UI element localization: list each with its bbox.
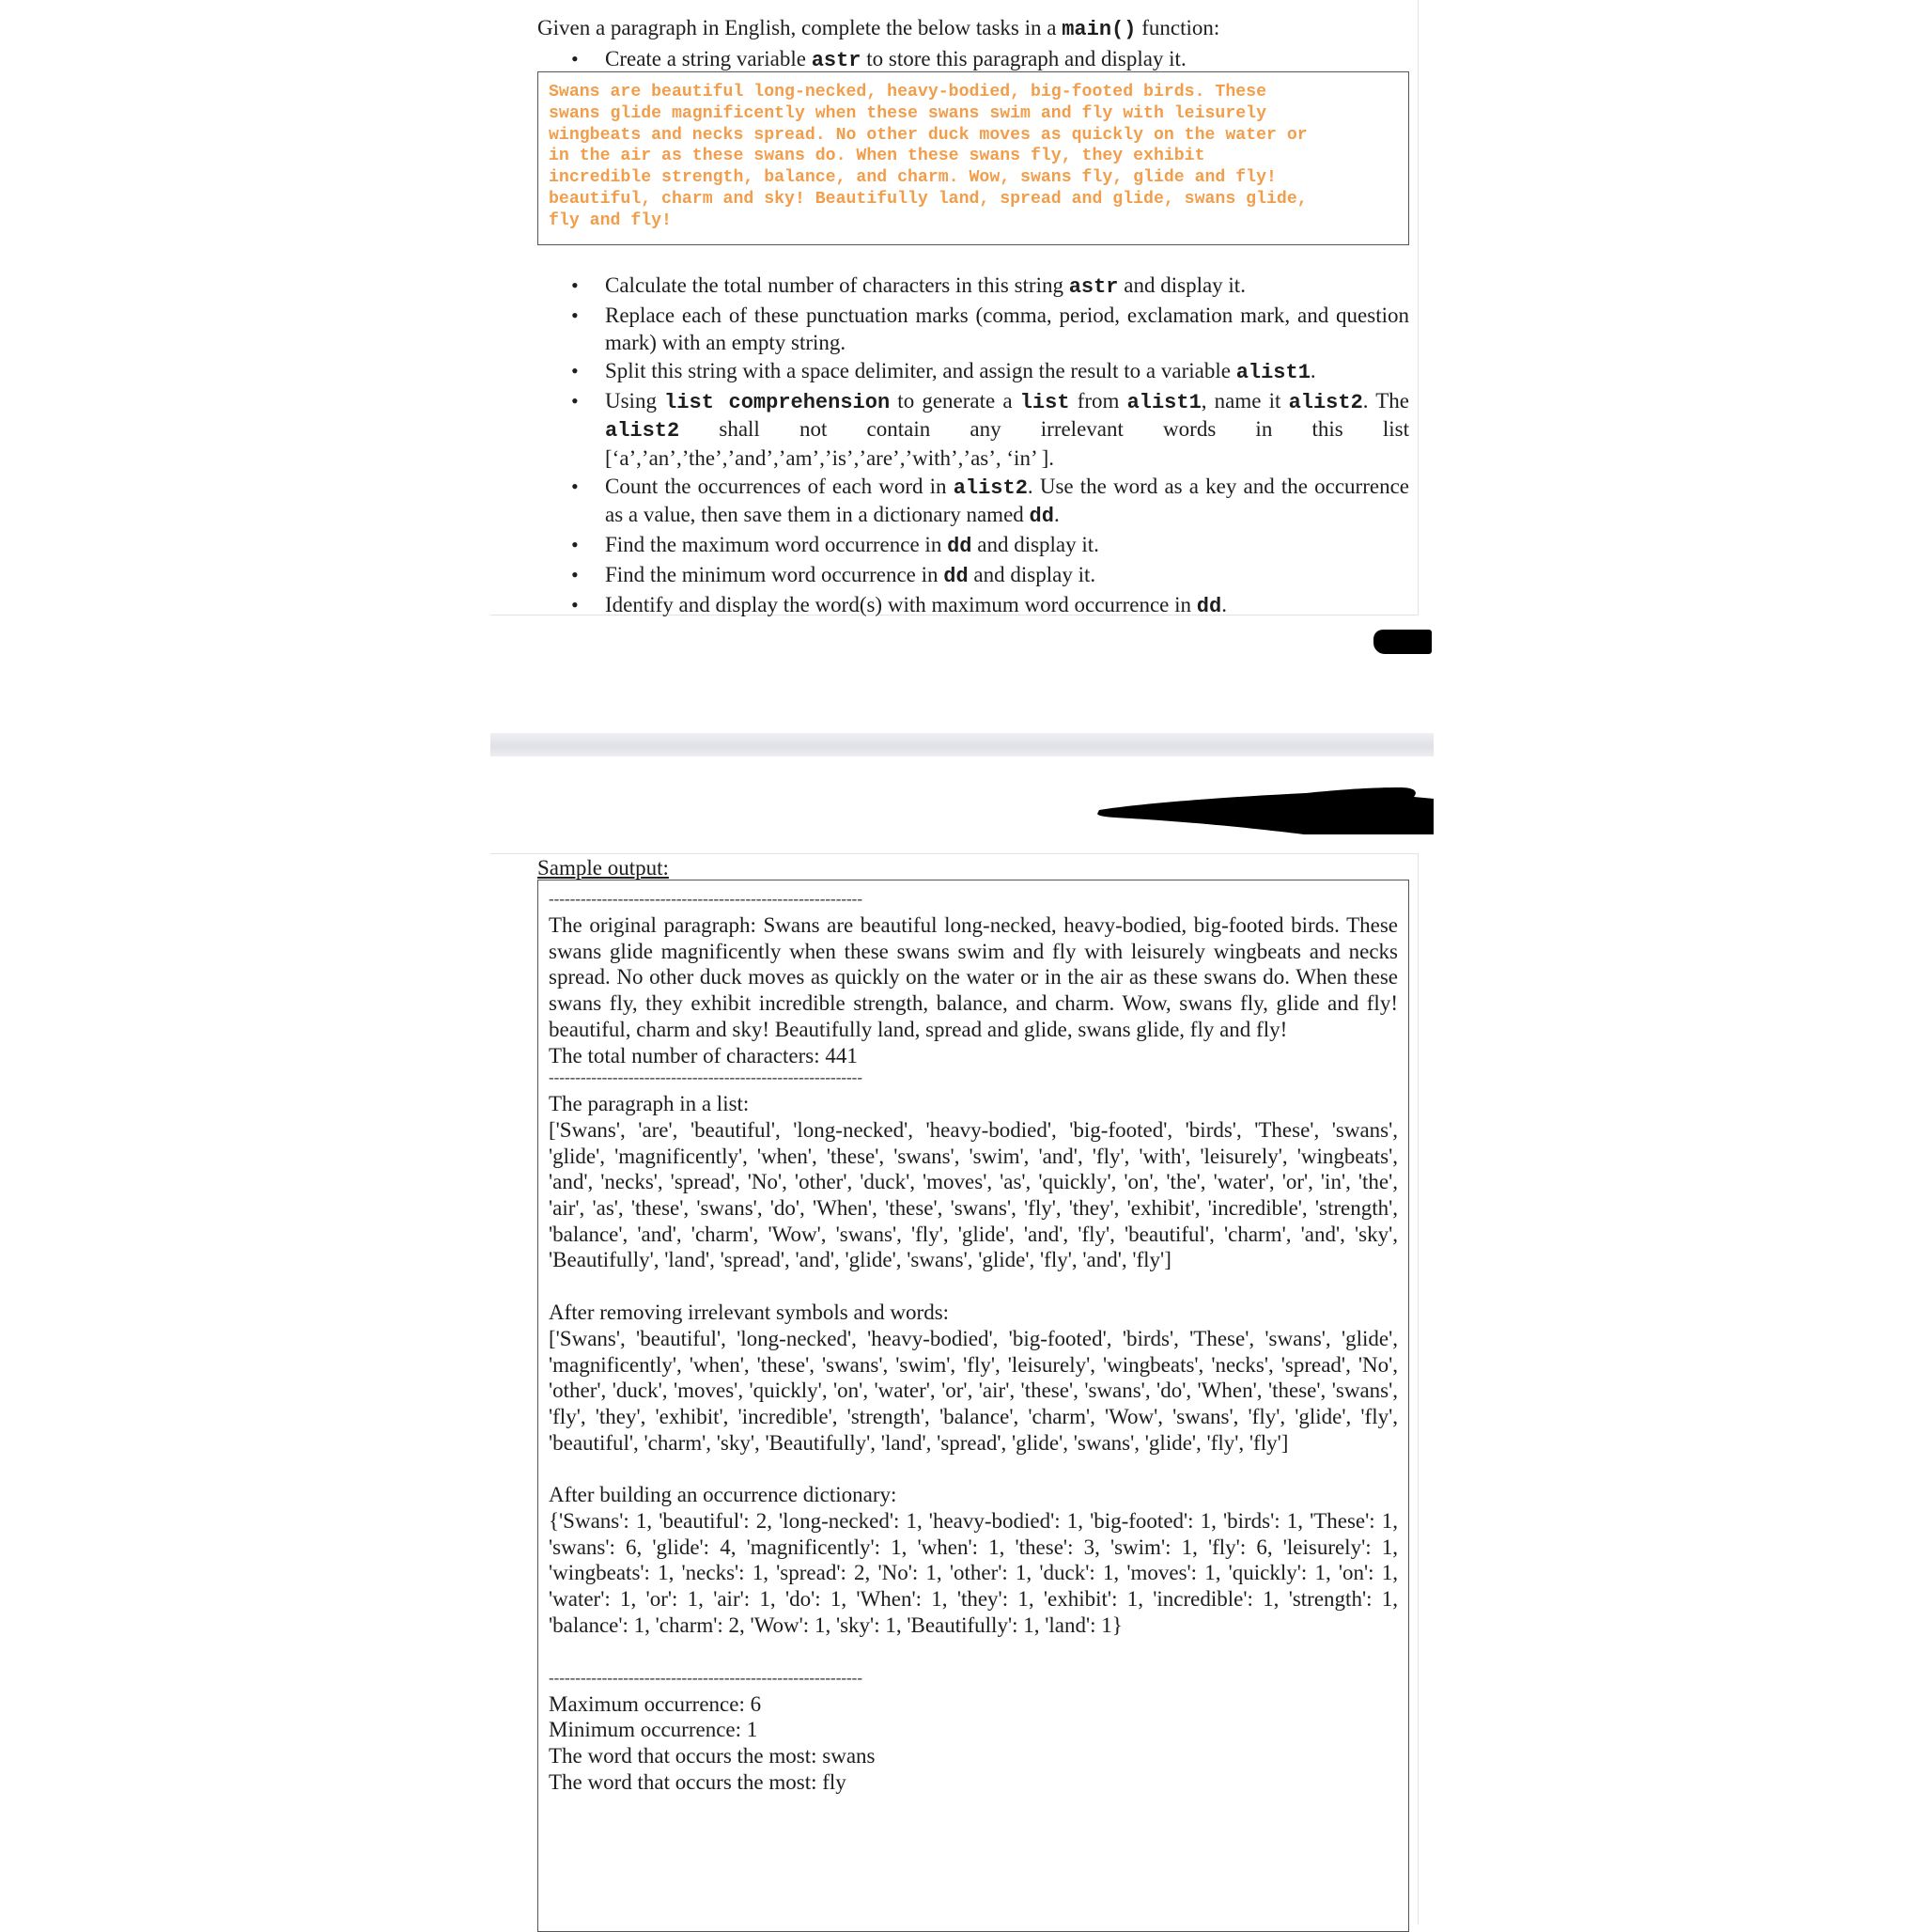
list-heading: The paragraph in a list: (549, 1092, 750, 1116)
intro-section (537, 13, 1411, 75)
min-occurrence: Minimum occurrence: 1 (549, 1718, 758, 1742)
dict-value: {'Swans': 1, 'beautiful': 2, 'long-necked': 1, 'heavy-bodied': 1, 'big-footed': 1, 'birds': 1, 'These': 1, 'swans': 6, 'glide': 4, 'magnificently': 1, 'when': 1, 'these': 3, 'swim': 1, 'fly': 6, 'leisurely': 1, 'wingbeats': 1, 'necks': 1, 'spread': 2, 'No': 1, 'other': 1, 'duck': 1, 'moves': 1, 'quickly': 1, 'on': 1, 'water': 1, 'or': 1, 'air': 1, 'do': 1, 'When': 1, 'they': 1, 'exhibit': 1, 'incredible': 1, 'strength': 1, 'balance': 1, 'charm': 2, 'Wow': 1, 'sky': 1, 'Beautifully': 1, 'land': 1} (549, 1509, 1398, 1637)
task-2: • Replace each of these punctuation marks (comma, period, exclamation mark, and question mark) with an empty string. (537, 303, 1409, 356)
page-divider (490, 733, 1434, 756)
separator-line: ----------------------------------------------------------- (549, 1070, 863, 1086)
original-paragraph: The original paragraph: Swans are beautiful long-necked, heavy-bodied, big-footed birds. These swans glide magnificently when these swans swim and fly with leisurely wingbeats and necks spread. No other duck moves as quickly on the water or in the air as these swans do. When these swans fly, they exhibit incredible strength, balance, and charm. Wow, swans fly, glide and fly! beautiful, charm and sky! Beautifully land, spread and glide, swans glide, fly and fly! (549, 913, 1398, 1041)
dict-heading: After building an occurrence dictionary: (549, 1483, 897, 1507)
task-1: • Calculate the total number of characters in this string astr and display it. (537, 273, 1409, 302)
task-6: • Find the maximum word occurrence in dd and display it. (537, 532, 1409, 561)
task-5: • Count the occurrences of each word in alist2. Use the word as a key and the occurrence as a value, then save them in a dictionary named dd. (537, 474, 1409, 531)
max-occurrence: Maximum occurrence: 6 (549, 1691, 762, 1716)
list-value: ['Swans', 'are', 'beautiful', 'long-necked', 'heavy-bodied', 'big-footed', 'birds', 'These', 'swans', 'glide', 'magnificently', 'when', 'these', 'swans', 'swim', 'and', 'fly', 'with', 'leisurely', 'wingbeats', 'and', 'necks', 'spread', 'No', 'other', 'duck', 'moves', 'as', 'quickly', 'on', 'the', 'water', 'or', 'in', 'the', 'air', 'as', 'these', 'swans', 'do', 'When', 'these', 'swans', 'fly', 'they', 'exhibit', 'incredible', 'strength', 'balance', 'and', 'charm', 'Wow', 'swans', 'fly', 'glide', 'and', 'fly', 'beautiful', 'charm', 'and', 'sky', 'Beautifully', 'land', 'spread', 'and', 'glide', 'swans', 'glide', 'fly', 'and', 'fly'] (549, 1117, 1398, 1272)
removed-value: ['Swans', 'beautiful', 'long-necked', 'heavy-bodied', 'big-footed', 'birds', 'These', 'swans', 'glide', 'magnificently', 'when', 'these', 'swans', 'swim', 'fly', 'leisurely', 'wingbeats', 'necks', 'spread', 'No', 'other', 'duck', 'moves', 'quickly', 'on', 'water', 'or', 'air', 'these', 'swans', 'do', 'When', 'these', 'swans', 'fly', 'they', 'exhibit', 'incredible', 'strength', 'balance', 'charm', 'Wow', 'swans', 'fly', 'glide', 'fly', 'beautiful', 'charm', 'sky', 'Beautifully', 'land', 'spread', 'glide', 'swans', 'glide', 'fly', 'fly'] (549, 1326, 1398, 1455)
separator-line: ----------------------------------------------------------- (549, 892, 863, 907)
intro-bullet-1: • Create a string variable astr to store this paragraph and display it. (537, 44, 1411, 75)
separator-line: ----------------------------------------------------------- (549, 1670, 863, 1686)
task-3: • Split this string with a space delimiter, and assign the result to a variable alist1. (537, 358, 1409, 387)
most-word-1: The word that occurs the most: swans (549, 1743, 876, 1768)
total-characters: The total number of characters: 441 (549, 1043, 858, 1067)
redaction-mark-2 (1090, 782, 1437, 836)
task-4: • Using list comprehension to generate a list from alist1, name it alist2. The alist2 shall not contain any irrelevant words in this list [‘a’,’an’,’the’,’and’,’am’,’is’,’are’,’with’,’as’, ‘in’ ]. (537, 388, 1409, 473)
sample-output-box (537, 880, 1409, 1932)
sample-output-label: Sample output: (537, 856, 669, 880)
code-paragraph-box: Swans are beautiful long-necked, heavy-bodied, big-footed birds. These swans glide magnificently when these swans swim and fly with leisurely wingbeats and necks spread. No other duck moves as quickly on the water or in the air as these swans do. When these swans fly, they exhibit incredible strength, balance, and charm. Wow, swans fly, glide and fly! beautiful, charm and sky! Beautifully land, spread and glide, swans glide, fly and fly! (537, 71, 1409, 245)
most-word-2: The word that occurs the most: fly (549, 1769, 846, 1794)
task-8: • Identify and display the word(s) with maximum word occurrence in dd. (537, 592, 1409, 621)
removed-heading: After removing irrelevant symbols and words: (549, 1301, 950, 1325)
task-7: • Find the minimum word occurrence in dd and display it. (537, 562, 1409, 591)
redaction-mark-1 (1373, 630, 1432, 654)
intro-line: Given a paragraph in English, complete the below tasks in a main() function: (537, 16, 1220, 41)
task-list (537, 273, 1409, 622)
